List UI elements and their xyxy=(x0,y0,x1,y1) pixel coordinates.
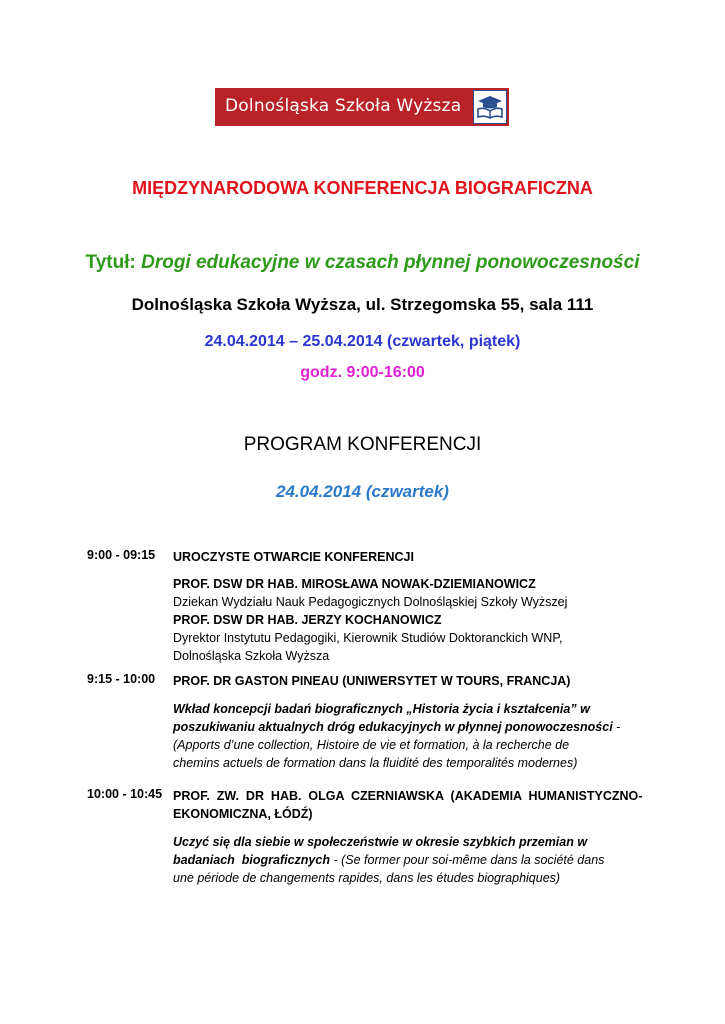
program-day: 24.04.2014 (czwartek) xyxy=(276,482,449,501)
talk-title-fr: une période de changements rapides, dans les études biographiques) xyxy=(173,871,561,885)
talk-title-pl: poszukiwaniu aktualnych dróg edukacyjnych w płynnej ponowoczesności xyxy=(173,720,613,734)
venue: Dolnośląska Szkoła Wyższa, ul. Strzegomska 55, sala 111 xyxy=(131,295,594,314)
book-graduation-cap-icon xyxy=(473,90,507,124)
conference-hours: godz. 9:00-16:00 xyxy=(300,364,425,381)
conference-dates: 24.04.2014 – 25.04.2014 (czwartek, piątek) xyxy=(204,333,521,350)
speaker-role: Dolnośląska Szkoła Wyższa xyxy=(173,649,330,663)
session-title: UROCZYSTE OTWARCIE KONFERENCJI xyxy=(173,550,414,564)
program-heading: PROGRAM KONFERENCJI xyxy=(243,434,482,455)
speaker-role: Dziekan Wydziału Nauk Pedagogicznych Dolnośląskiej Szkoły Wyższej xyxy=(173,595,568,609)
logo-text: Dolnośląska Szkoła Wyższa xyxy=(225,96,462,116)
talk-title-pl: Wkład koncepcji badań biograficznych „Historia życia i kształcenia” w xyxy=(173,702,590,716)
speaker-name: PROF. ZW. DR HAB. OLGA CZERNIAWSKA (AKADEMIA HUMANISTYCZNO- xyxy=(173,789,643,803)
talk-title-pl: badaniach biograficznych xyxy=(173,853,330,867)
conference-title: MIĘDZYNARODOWA KONFERENCJA BIOGRAFICZNA xyxy=(132,178,593,198)
conference-subtitle xyxy=(0,252,725,274)
session-time: 10:00 - 10:45 xyxy=(87,787,163,801)
speaker-role: Dyrektor Instytutu Pedagogiki, Kierownik Studiów Doktoranckich WNP, xyxy=(173,631,563,645)
talk-separator: - xyxy=(612,720,621,734)
talk-title-fr: - (Se former pour soi-même dans la société dans xyxy=(329,853,605,867)
speaker-name: PROF. DSW DR HAB. JERZY KOCHANOWICZ xyxy=(173,613,442,627)
subtitle-label: Tytuł: xyxy=(85,252,136,273)
speaker-affiliation: EKONOMICZNA, ŁÓDŹ) xyxy=(173,807,313,821)
session-talk xyxy=(173,833,643,887)
school-logo xyxy=(215,88,509,126)
session-talk xyxy=(173,700,643,772)
session-speaker: PROF. DR GASTON PINEAU (UNIWERSYTET W TOURS, FRANCJA) xyxy=(173,674,571,688)
session-time: 9:00 - 09:15 xyxy=(87,548,156,562)
subtitle-text: Drogi edukacyjne w czasach płynnej ponowoczesności xyxy=(141,252,640,273)
session-time: 9:15 - 10:00 xyxy=(87,672,156,686)
session-speaker xyxy=(173,787,643,823)
speaker-name: PROF. DSW DR HAB. MIROSŁAWA NOWAK-DZIEMIANOWICZ xyxy=(173,577,536,591)
talk-title-pl: Uczyć się dla siebie w społeczeństwie w okresie szybkich przemian w xyxy=(173,835,588,849)
session-speakers xyxy=(173,575,643,665)
talk-title-fr: (Apports d’une collection, Histoire de vie et formation, à la recherche de xyxy=(173,738,570,752)
talk-title-fr: chemins actuels de formation dans la fluidité des temporalités modernes) xyxy=(173,756,578,770)
